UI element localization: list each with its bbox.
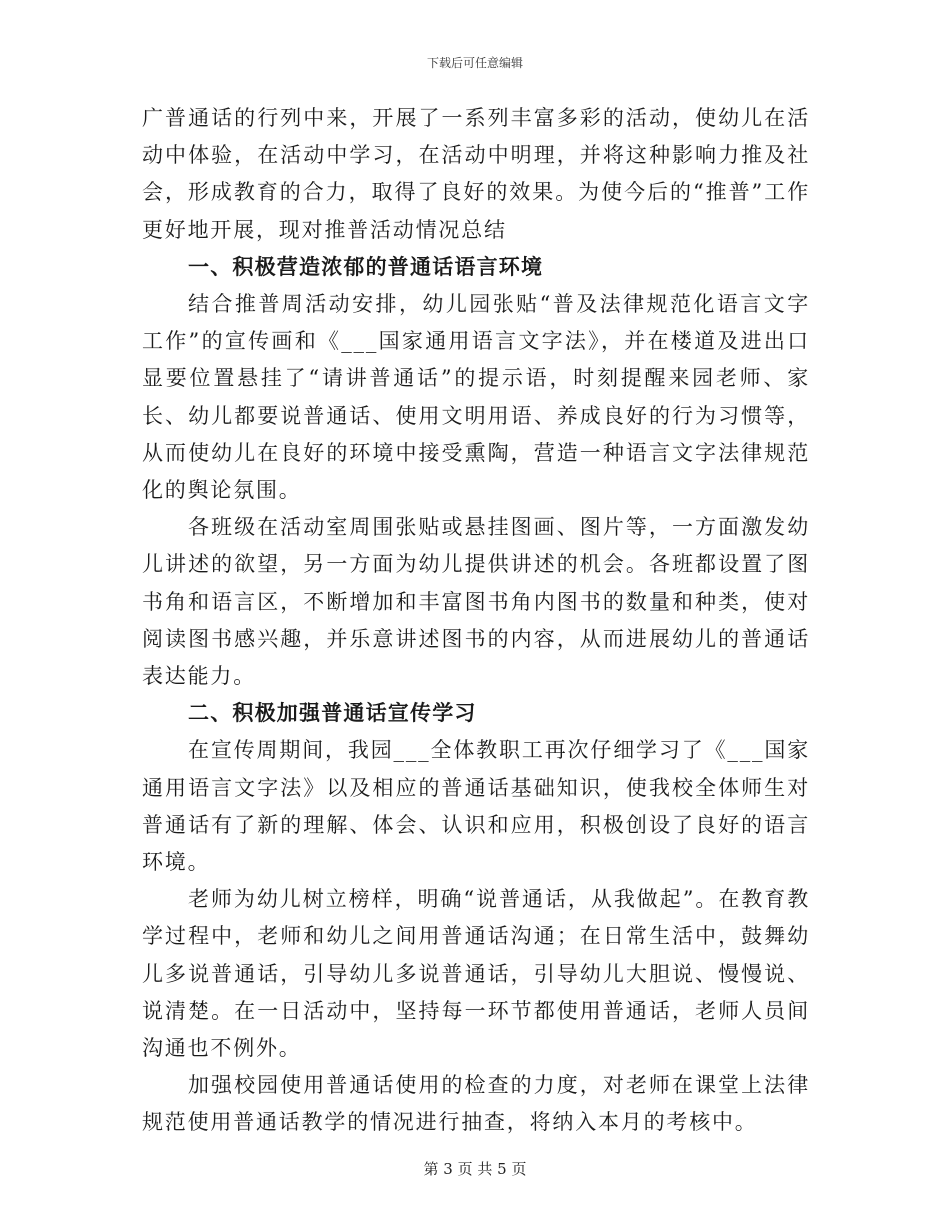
paragraph-environment: 结合推普周活动安排，幼儿园张贴“普及法律规范化语言文字工作”的宣传画和《___国家通用语言文字法》，并在楼道及进出口显要位置悬挂了“请讲普通话”的提示语，时刻提醒来园老师、家长、幼儿都要说普通话、使用文明用语、养成良好的行为习惯等，从而使幼儿在良好的环境中接受熏陶，营造一种语言文字法律规范化的舆论氛围。 [142,292,810,503]
page-header: 下载后可任意编辑 [426,56,523,70]
page-number: 第 3 页 共 5 页 [423,1160,527,1178]
paragraph-classroom: 各班级在活动室周围张贴或悬挂图画、图片等，一方面激发幼儿讲述的欲望，另一方面为幼儿提供讲述的机会。各班都设置了图书角和语言区，不断增加和丰富图书角内图书的数量和种类，使对阅读图书感兴趣，并乐意讲述图书的内容，从而进展幼儿的普通话表达能力。 [142,515,810,689]
paragraph-study: 在宣传周期间，我园___全体教职工再次仔细学习了《___国家通用语言文字法》以及相应的普通话基础知识，使我校全体师生对普通话有了新的理解、体会、认识和应用，积极创设了良好的语言环境。 [142,738,810,875]
paragraph-intro: 广普通话的行列中来，开展了一系列丰富多彩的活动，使幼儿在活动中体验，在活动中学习，在活动中明理，并将这种影响力推及社会，形成教育的合力，取得了良好的效果。为使今后的“推普”工作更好地开展，现对推普活动情况总结 [142,106,810,242]
document-body [142,100,810,1142]
paragraph-teachers: 老师为幼儿树立榜样，明确“说普通话，从我做起”。在教育教学过程中，老师和幼儿之间用普通话沟通；在日常生活中，鼓舞幼儿多说普通话，引导幼儿多说普通话，引导幼儿大胆说、慢慢说、说清楚。在一日活动中，坚持每一环节都使用普通话，老师人员间沟通也不例外。 [142,887,810,1061]
section-heading-1: 一、积极营造浓郁的普通话语言环境 [188,254,544,279]
section-heading-2: 二、积极加强普通话宣传学习 [188,701,477,726]
paragraph-inspection: 加强校园使用普通话使用的检查的力度，对老师在课堂上法律规范使用普通话教学的情况进行抽查，将纳入本月的考核中。 [142,1073,810,1135]
